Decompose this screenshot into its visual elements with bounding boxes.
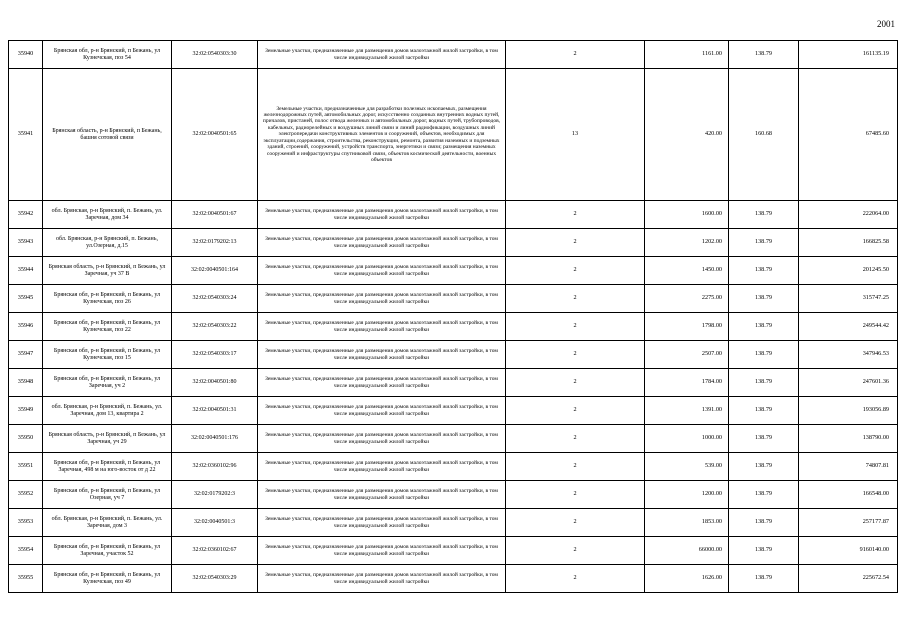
permitted-use-cell: Земельные участки, предназначенные для размещения домов малоэтажной жилой застройки, в том числе индивидуальной жилой застройки xyxy=(258,313,506,341)
category-cell: 2 xyxy=(506,481,645,509)
cadastral-cost-cell: 193056.89 xyxy=(799,397,898,425)
permitted-use-cell: Земельные участки, предназначенные для размещения домов малоэтажной жилой застройки, в том числе индивидуальной жилой застройки xyxy=(258,425,506,453)
cadastral-cost-cell: 249544.42 xyxy=(799,313,898,341)
category-cell: 2 xyxy=(506,201,645,229)
address-cell: Брянская обл, р-н Брянский, п Бежань, ул Заречная, уч 2 xyxy=(43,369,172,397)
cadastral-cost-cell: 161135.19 xyxy=(799,41,898,69)
area-cell: 1798.00 xyxy=(645,313,729,341)
cadastral-cost-cell: 9160140.00 xyxy=(799,537,898,565)
area-cell: 1391.00 xyxy=(645,397,729,425)
table-row xyxy=(9,509,898,537)
specific-value-cell: 138.79 xyxy=(729,481,799,509)
category-cell: 2 xyxy=(506,257,645,285)
permitted-use-cell: Земельные участки, предназначенные для размещения домов малоэтажной жилой застройки, в том числе индивидуальной жилой застройки xyxy=(258,369,506,397)
area-cell: 1200.00 xyxy=(645,481,729,509)
table-row xyxy=(9,481,898,509)
specific-value-cell: 138.79 xyxy=(729,257,799,285)
specific-value-cell: 138.79 xyxy=(729,565,799,593)
area-cell: 1161.00 xyxy=(645,41,729,69)
row-number-cell: 35943 xyxy=(9,229,43,257)
specific-value-cell: 160.68 xyxy=(729,69,799,201)
address-cell: Брянская обл, р-н Брянский, п Бежань, ул Кузнечская, поз 22 xyxy=(43,313,172,341)
permitted-use-cell: Земельные участки, предназначенные для размещения домов малоэтажной жилой застройки, в том числе индивидуальной жилой застройки xyxy=(258,509,506,537)
cadastral-cost-cell: 315747.25 xyxy=(799,285,898,313)
table-row xyxy=(9,285,898,313)
category-cell: 2 xyxy=(506,313,645,341)
cadastral-number-cell: 32:02:0540303:17 xyxy=(172,341,258,369)
specific-value-cell: 138.79 xyxy=(729,453,799,481)
category-cell: 2 xyxy=(506,537,645,565)
category-cell: 2 xyxy=(506,285,645,313)
address-cell: Брянская обл, р-н Брянский, п Бежань, ул Озерная, уч 7 xyxy=(43,481,172,509)
specific-value-cell: 138.79 xyxy=(729,313,799,341)
row-number-cell: 35948 xyxy=(9,369,43,397)
cadastral-number-cell: 32:02:0540303:22 xyxy=(172,313,258,341)
table-row xyxy=(9,313,898,341)
cadastral-number-cell: 32:02:0179202:13 xyxy=(172,229,258,257)
permitted-use-cell: Земельные участки, предназначенные для размещения домов малоэтажной жилой застройки, в том числе индивидуальной жилой застройки xyxy=(258,41,506,69)
specific-value-cell: 138.79 xyxy=(729,341,799,369)
table-row xyxy=(9,565,898,593)
row-number-cell: 35949 xyxy=(9,397,43,425)
specific-value-cell: 138.79 xyxy=(729,285,799,313)
cadastral-cost-cell: 225672.54 xyxy=(799,565,898,593)
specific-value-cell: 138.79 xyxy=(729,201,799,229)
table-row xyxy=(9,425,898,453)
cadastral-cost-cell: 257177.87 xyxy=(799,509,898,537)
row-number-cell: 35950 xyxy=(9,425,43,453)
permitted-use-cell: Земельные участки, предназначенные для размещения домов малоэтажной жилой застройки, в том числе индивидуальной жилой застройки xyxy=(258,201,506,229)
table-body xyxy=(9,41,898,593)
cadastral-number-cell: 32:02:0040501:65 xyxy=(172,69,258,201)
row-number-cell: 35954 xyxy=(9,537,43,565)
page-number: 2001 xyxy=(877,19,895,29)
area-cell: 1853.00 xyxy=(645,509,729,537)
specific-value-cell: 138.79 xyxy=(729,41,799,69)
area-cell: 1784.00 xyxy=(645,369,729,397)
address-cell: Брянская область, р-н Брянский, п Бежань, ул Заречная, уч 37 В xyxy=(43,257,172,285)
table-row xyxy=(9,229,898,257)
cadastral-number-cell: 32:02:0040501:176 xyxy=(172,425,258,453)
cadastral-cost-cell: 138790.00 xyxy=(799,425,898,453)
permitted-use-cell: Земельные участки, предназначенные для разработки полезных ископаемых, размещения железнодорожных путей, автомобильных дорог, искусственно созданных внутренних водных путей, причалов, пристаней, полос отвода железных и автомобильных дорог, водных путей, трубопроводов, кабельных, радиорелейных и воздушных линий связи и линий радиофикации, воздушных линий электропередачи конструктивных элементов и сооружений, объектов, необходимых для эксплуатации,содержания, строительства, реконструкции, ремонта, развития наземных и подземных зданий, строений, сооружений, устройств транспорта, энергетики и связи; размещения наземных сооружений и инфраструктуры спутниковой связи, объектов космической деятельности, военных объектов xyxy=(258,69,506,201)
cadastral-cost-cell: 166825.58 xyxy=(799,229,898,257)
row-number-cell: 35955 xyxy=(9,565,43,593)
address-cell: обл. Брянская, р-н Брянский, п. Бежань, ул. Заречная, дом 13, квартира 2 xyxy=(43,397,172,425)
cadastral-number-cell: 32:02:0040501:164 xyxy=(172,257,258,285)
specific-value-cell: 138.79 xyxy=(729,397,799,425)
permitted-use-cell: Земельные участки, предназначенные для размещения домов малоэтажной жилой застройки, в том числе индивидуальной жилой застройки xyxy=(258,481,506,509)
area-cell: 1450.00 xyxy=(645,257,729,285)
table-row xyxy=(9,341,898,369)
address-cell: Брянская область, р-н Брянский, п Бежань, ул Заречная, уч 29 xyxy=(43,425,172,453)
row-number-cell: 35944 xyxy=(9,257,43,285)
cadastral-number-cell: 32:02:0360102:67 xyxy=(172,537,258,565)
row-number-cell: 35941 xyxy=(9,69,43,201)
permitted-use-cell: Земельные участки, предназначенные для размещения домов малоэтажной жилой застройки, в том числе индивидуальной жилой застройки xyxy=(258,341,506,369)
table-row xyxy=(9,537,898,565)
specific-value-cell: 138.79 xyxy=(729,425,799,453)
address-cell: Брянская обл, р-н Брянский, п Бежань, ул Заречная, 498 м на юго-восток от д 22 xyxy=(43,453,172,481)
table-row xyxy=(9,69,898,201)
row-number-cell: 35942 xyxy=(9,201,43,229)
cadastral-number-cell: 32:02:0040501:80 xyxy=(172,369,258,397)
address-cell: обл. Брянская, р-н Брянский, п. Бежань, ул. Заречная, дом 3 xyxy=(43,509,172,537)
area-cell: 1202.00 xyxy=(645,229,729,257)
row-number-cell: 35945 xyxy=(9,285,43,313)
area-cell: 2507.00 xyxy=(645,341,729,369)
area-cell: 539.00 xyxy=(645,453,729,481)
area-cell: 420.00 xyxy=(645,69,729,201)
permitted-use-cell: Земельные участки, предназначенные для размещения домов малоэтажной жилой застройки, в том числе индивидуальной жилой застройки xyxy=(258,397,506,425)
cadastral-number-cell: 32:02:0179202:3 xyxy=(172,481,258,509)
cadastral-number-cell: 32:02:0040501:3 xyxy=(172,509,258,537)
permitted-use-cell: Земельные участки, предназначенные для размещения домов малоэтажной жилой застройки, в том числе индивидуальной жилой застройки xyxy=(258,537,506,565)
specific-value-cell: 138.79 xyxy=(729,537,799,565)
row-number-cell: 35940 xyxy=(9,41,43,69)
permitted-use-cell: Земельные участки, предназначенные для размещения домов малоэтажной жилой застройки, в том числе индивидуальной жилой застройки xyxy=(258,285,506,313)
address-cell: обл. Брянская, р-н Брянский, п. Бежань, ул.Озерная, д.15 xyxy=(43,229,172,257)
table-row xyxy=(9,397,898,425)
specific-value-cell: 138.79 xyxy=(729,369,799,397)
area-cell: 66000.00 xyxy=(645,537,729,565)
permitted-use-cell: Земельные участки, предназначенные для размещения домов малоэтажной жилой застройки, в том числе индивидуальной жилой застройки xyxy=(258,229,506,257)
row-number-cell: 35953 xyxy=(9,509,43,537)
cadastral-value-table xyxy=(8,40,898,593)
table-row xyxy=(9,41,898,69)
category-cell: 2 xyxy=(506,397,645,425)
category-cell: 2 xyxy=(506,341,645,369)
area-cell: 1000.00 xyxy=(645,425,729,453)
row-number-cell: 35947 xyxy=(9,341,43,369)
address-cell: Брянская область, р-н Брянский, п Бежань, башня сотовой связи xyxy=(43,69,172,201)
permitted-use-cell: Земельные участки, предназначенные для размещения домов малоэтажной жилой застройки, в том числе индивидуальной жилой застройки xyxy=(258,565,506,593)
cadastral-cost-cell: 222064.00 xyxy=(799,201,898,229)
cadastral-number-cell: 32:02:0040501:31 xyxy=(172,397,258,425)
table-row xyxy=(9,453,898,481)
address-cell: Брянская обл, р-н Брянский, п Бежань, ул Кузнечская, поз 54 xyxy=(43,41,172,69)
cadastral-number-cell: 32:02:0540303:24 xyxy=(172,285,258,313)
table-row xyxy=(9,201,898,229)
cadastral-number-cell: 32:02:0360102:96 xyxy=(172,453,258,481)
cadastral-cost-cell: 74807.81 xyxy=(799,453,898,481)
cadastral-cost-cell: 166548.00 xyxy=(799,481,898,509)
cadastral-cost-cell: 247601.36 xyxy=(799,369,898,397)
address-cell: обл. Брянская, р-н Брянский, п. Бежань, ул. Заречная, дом 34 xyxy=(43,201,172,229)
address-cell: Брянская обл, р-н Брянский, п Бежань, ул Кузнечская, поз 49 xyxy=(43,565,172,593)
category-cell: 2 xyxy=(506,41,645,69)
category-cell: 2 xyxy=(506,229,645,257)
permitted-use-cell: Земельные участки, предназначенные для размещения домов малоэтажной жилой застройки, в том числе индивидуальной жилой застройки xyxy=(258,257,506,285)
table-row xyxy=(9,369,898,397)
specific-value-cell: 138.79 xyxy=(729,229,799,257)
permitted-use-cell: Земельные участки, предназначенные для размещения домов малоэтажной жилой застройки, в том числе индивидуальной жилой застройки xyxy=(258,453,506,481)
cadastral-number-cell: 32:02:0540303:29 xyxy=(172,565,258,593)
cadastral-number-cell: 32:02:0540303:30 xyxy=(172,41,258,69)
area-cell: 2275.00 xyxy=(645,285,729,313)
cadastral-cost-cell: 201245.50 xyxy=(799,257,898,285)
category-cell: 2 xyxy=(506,369,645,397)
cadastral-cost-cell: 67485.60 xyxy=(799,69,898,201)
cadastral-number-cell: 32:02:0040501:67 xyxy=(172,201,258,229)
table-row xyxy=(9,257,898,285)
address-cell: Брянская обл, р-н Брянский, п Бежань, ул Кузнечская, поз 26 xyxy=(43,285,172,313)
category-cell: 2 xyxy=(506,509,645,537)
area-cell: 1600.00 xyxy=(645,201,729,229)
category-cell: 2 xyxy=(506,453,645,481)
row-number-cell: 35951 xyxy=(9,453,43,481)
address-cell: Брянская обл, р-н Брянский, п Бежань, ул Заречная, участок 52 xyxy=(43,537,172,565)
specific-value-cell: 138.79 xyxy=(729,509,799,537)
row-number-cell: 35946 xyxy=(9,313,43,341)
row-number-cell: 35952 xyxy=(9,481,43,509)
category-cell: 13 xyxy=(506,69,645,201)
address-cell: Брянская обл, р-н Брянский, п Бежань, ул Кузнечская, поз 15 xyxy=(43,341,172,369)
category-cell: 2 xyxy=(506,565,645,593)
cadastral-cost-cell: 347946.53 xyxy=(799,341,898,369)
area-cell: 1626.00 xyxy=(645,565,729,593)
category-cell: 2 xyxy=(506,425,645,453)
